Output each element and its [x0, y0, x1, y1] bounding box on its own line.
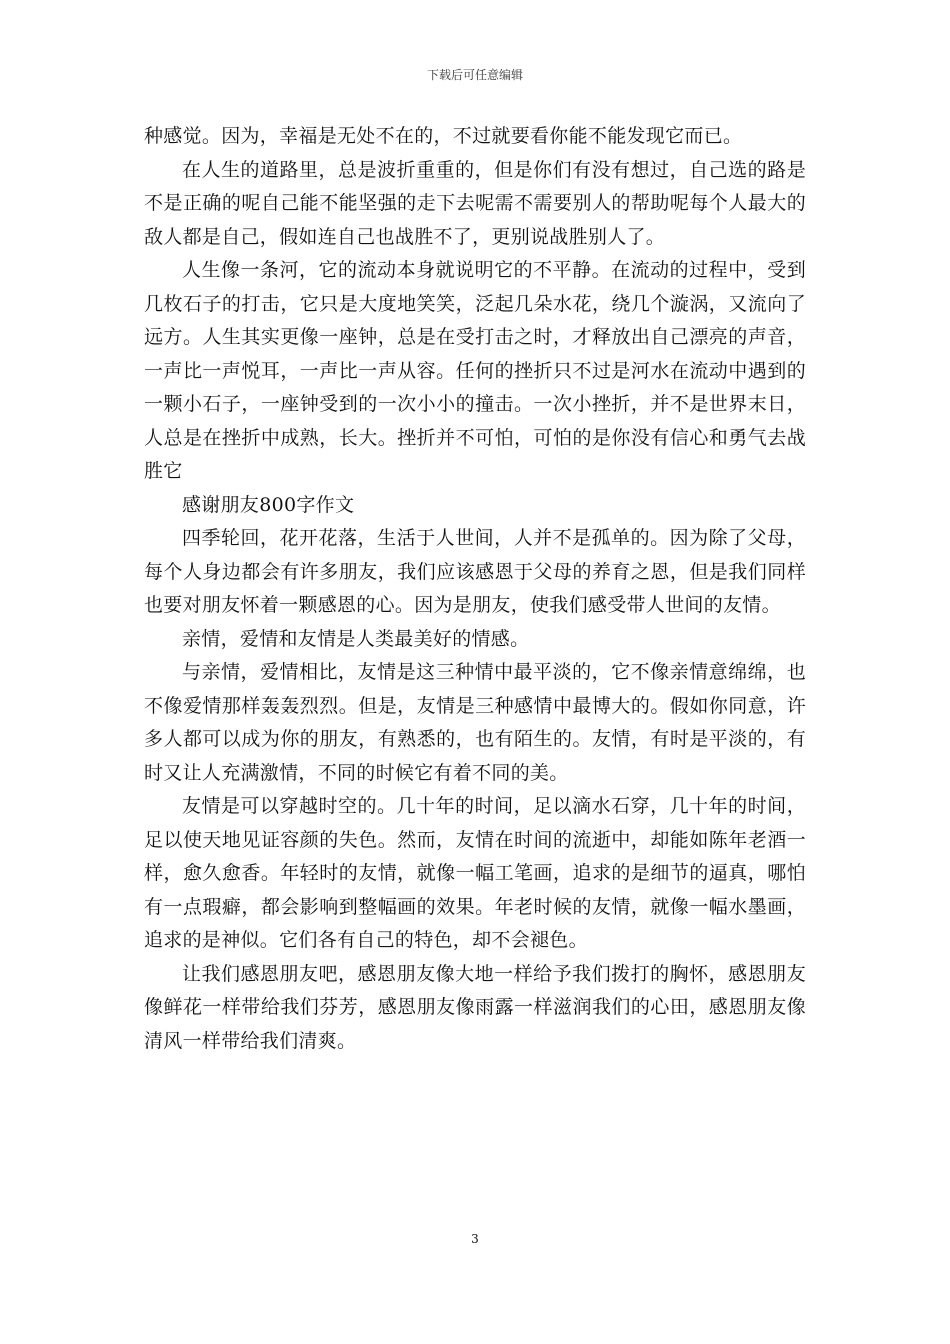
essay-title: 感谢朋友800字作文 [182, 493, 355, 516]
paragraph-2: 在人生的道路里，总是波折重重的，但是你们有没有想过，自己选的路是不是正确的呢自己能不能坚强的走下去呢需不需要别人的帮助呢每个人最大的敌人都是自己，假如连自己也战胜不了，更别说战胜别人了。 [144, 158, 806, 248]
document-body [144, 120, 806, 1058]
paragraph-5: 四季轮回，花开花落，生活于人世间，人并不是孤单的。因为除了父母，每个人身边都会有许多朋友，我们应该感恩于父母的养育之恩，但是我们同样也要对朋友怀着一颗感恩的心。因为是朋友，使我们感受带人世间的友情。 [144, 527, 806, 616]
paragraph-6: 亲情，爱情和友情是人类最美好的情感。 [182, 627, 530, 650]
paragraph-1: 种感觉。因为，幸福是无处不在的，不过就要看你能不能发现它而已。 [144, 125, 743, 147]
paragraph-3: 人生像一条河，它的流动本身就说明它的不平静。在流动的过程中，受到几枚石子的打击，它只是大度地笑笑，泛起几朵水花，绕几个漩涡，又流向了远方。人生其实更像一座钟，总是在受打击之时，才释放出自己漂亮的声音，一声比一声悦耳，一声比一声从容。任何的挫折只不过是河水在流动中遇到的一颗小石子，一座钟受到的一次小小的撞击。一次小挫折，并不是世界末日，人总是在挫折中成熟，长大。挫折并不可怕，可怕的是你没有信心和勇气去战胜它 [144, 259, 806, 482]
page-number: 3 [471, 1232, 479, 1246]
paragraph-7: 与亲情，爱情相比，友情是这三种情中最平淡的，它不像亲情意绵绵，也不像爱情那样轰轰烈烈。但是，友情是三种感情中最博大的。假如你同意，许多人都可以成为你的朋友，有熟悉的，也有陌生的。友情，有时是平淡的，有时又让人充满激情，不同的时候它有着不同的美。 [144, 661, 806, 784]
paragraph-9: 让我们感恩朋友吧，感恩朋友像大地一样给予我们拨打的胸怀，感恩朋友像鲜花一样带给我们芬芳，感恩朋友像雨露一样滋润我们的心田，感恩朋友像清风一样带给我们清爽。 [144, 962, 806, 1052]
paragraph-8: 友情是可以穿越时空的。几十年的时间，足以滴水石穿，几十年的时间，足以使天地见证容颜的失色。然而，友情在时间的流逝中，却能如陈年老酒一样，愈久愈香。年轻时的友情，就像一幅工笔画，追求的是细节的逼真，哪怕有一点瑕癖，都会影响到整幅画的效果。年老时候的友情，就像一幅水墨画，追求的是神似。它们各有自己的特色，却不会褪色。 [144, 795, 806, 951]
page-header: 下载后可任意编辑 [426, 68, 523, 82]
